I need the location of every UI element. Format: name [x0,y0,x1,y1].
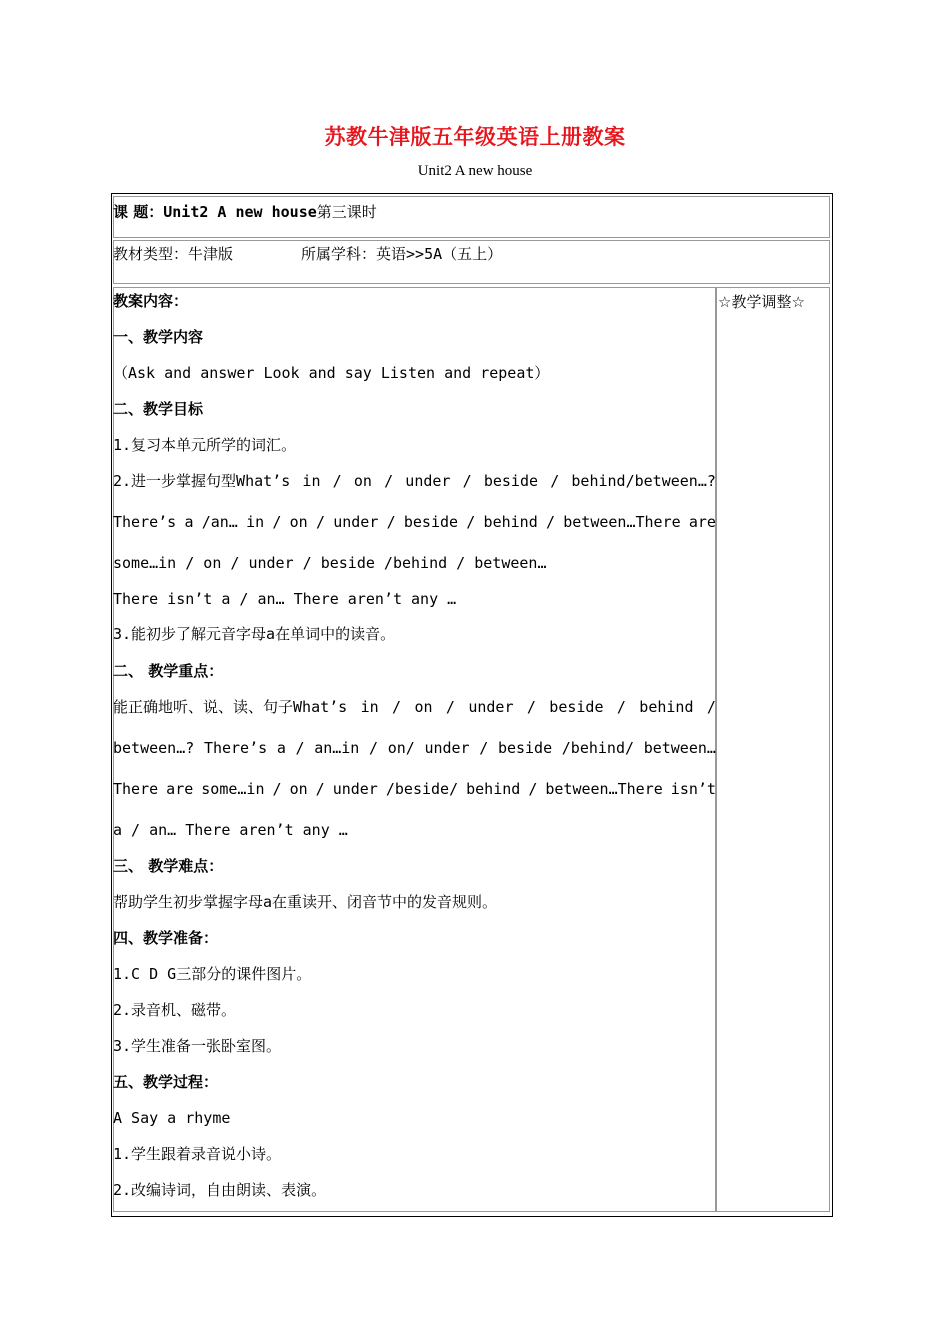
word: on [289,780,308,798]
key-line-1 [113,698,716,716]
word: between…There [563,513,681,531]
word: / [272,780,282,798]
word: behind [466,780,521,798]
word: / [384,472,394,490]
document-subtitle: Unit2 A new house [417,163,533,179]
word: / [526,698,536,716]
goal-2-line-2 [113,513,716,531]
subject: 所属学科：英语>>5A（五上） [301,245,503,263]
prep-3: 3.学生准备一张卧室图。 [113,1037,282,1055]
word: are [688,513,716,531]
section-1-text: （Ask and answer Look and say Listen and repeat） [113,364,550,382]
section-3-title: 二、 教学重点： [113,662,224,680]
word: under [405,472,451,490]
goal-2-line-4: There isn’t a / an… There aren’t any … [113,590,457,608]
word: beside [497,739,553,757]
word: / [528,780,538,798]
topic-suffix: 第三课时 [316,203,377,221]
word: / [332,472,342,490]
word: behind [483,513,538,531]
word: / [479,739,489,757]
key-line-4: a / an… There aren’t any … [113,821,348,839]
word: There’s [203,739,268,757]
word: / [706,698,716,716]
word: are [166,780,194,798]
type-row [113,245,502,263]
word: / [315,513,325,531]
section-2-title: 二、教学目标 [113,400,204,418]
process-a: A Say a rhyme [113,1109,231,1127]
word: beside [549,698,604,716]
word: 2.进一步掌握句型What’s [113,472,291,490]
word: in [246,513,265,531]
word: / [272,513,282,531]
word: a [276,739,286,757]
word: between…There [545,780,663,798]
word: on [353,472,372,490]
word: on/ [387,739,415,757]
word: / [466,513,476,531]
key-line-3 [113,780,716,798]
word: under [468,698,514,716]
word: a [184,513,194,531]
word: / [545,513,555,531]
word: on [414,698,433,716]
topic-value: Unit2 A new house [163,203,317,221]
prep-1: 1.C D G三部分的课件图片。 [113,965,312,983]
word: beside [483,472,539,490]
word: between… [643,739,716,757]
goal-3: 3.能初步了解元音字母a在单词中的读音。 [113,625,396,643]
section-4-title: 三、 教学难点： [113,857,224,875]
word: /an… [201,513,238,531]
key-line-2 [113,739,716,757]
adjust-cell [716,287,830,1212]
goal-2-line-1 [113,472,716,490]
word: / [550,472,560,490]
word: / [315,780,325,798]
goal-1: 1.复习本单元所学的词汇。 [113,436,297,454]
process-2: 2.改编诗词，自由朗读、表演。 [113,1181,327,1199]
topic-row [113,203,377,221]
goal-2-line-3: some…in / on / under / beside /behind / between… [113,554,547,572]
word: /behind/ [561,739,635,757]
word: beside [403,513,459,531]
word: between…? [113,739,195,757]
content-heading: 教案内容： [113,292,189,310]
word: There [113,780,159,798]
word: / [445,698,455,716]
word: some…in [201,780,265,798]
process-1: 1.学生跟着录音说小诗。 [113,1145,282,1163]
word: 能正确地听、说、读、句子What’s [113,698,348,716]
word: under [332,780,378,798]
material-type: 教材类型：牛津版 [113,245,234,263]
word: There’s [113,513,177,531]
word: on [289,513,308,531]
word: / [616,698,626,716]
word: in [302,472,321,490]
word: under [333,513,379,531]
word: behind [639,698,694,716]
word: behind/between…? [571,472,716,490]
word: / [295,739,305,757]
word: under [424,739,470,757]
word: / [369,739,379,757]
prep-2: 2.录音机、磁带。 [113,1001,237,1019]
section-5-title: 四、教学准备： [113,929,219,947]
word: /beside/ [385,780,459,798]
word: / [392,698,402,716]
word: an…in [314,739,360,757]
document-title: 苏教牛津版五年级英语上册教案 [324,125,626,149]
word: in [360,698,379,716]
word: / [462,472,472,490]
section-1-title: 一、教学内容 [113,328,204,346]
adjustment-label: ☆教学调整☆ [718,293,805,311]
topic-label: 课 题： [113,203,164,221]
difficulty-text: 帮助学生初步掌握字母a在重读开、闭音节中的发音规则。 [113,893,498,911]
word: isn’t [670,780,716,798]
word: / [386,513,396,531]
section-6-title: 五、教学过程： [113,1073,219,1091]
